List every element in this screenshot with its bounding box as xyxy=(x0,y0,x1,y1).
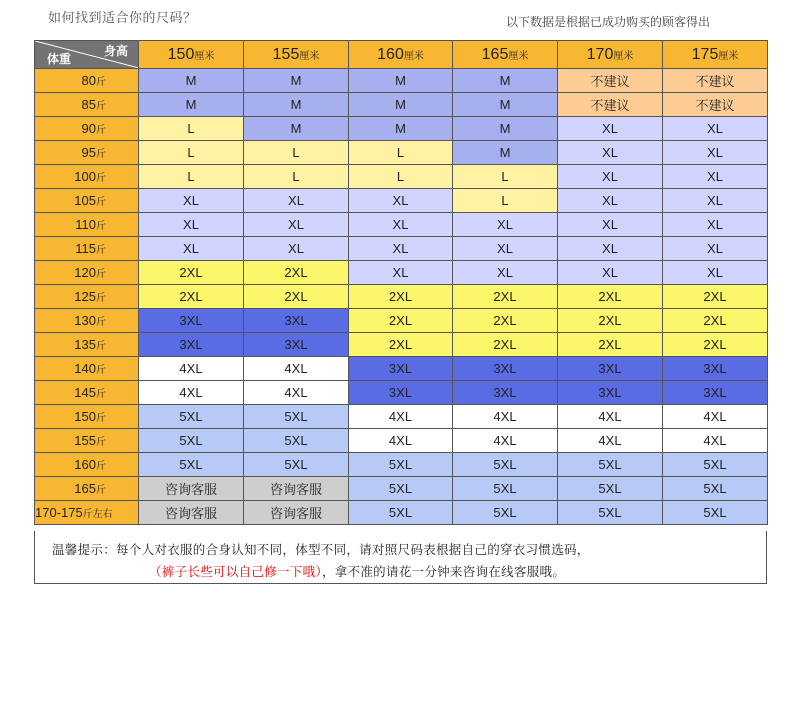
size-cell: XL xyxy=(663,261,768,285)
size-cell: 4XL xyxy=(558,405,663,429)
size-cell: M xyxy=(244,93,349,117)
table-row xyxy=(35,501,768,525)
size-cell: 3XL xyxy=(453,357,558,381)
weight-unit: 斤 xyxy=(96,365,106,376)
table-row xyxy=(35,117,768,141)
weight-cell xyxy=(35,189,139,213)
weight-unit: 斤 xyxy=(96,101,106,112)
size-cell: 5XL xyxy=(139,405,244,429)
size-cell: XL xyxy=(453,261,558,285)
table-row xyxy=(35,429,768,453)
size-cell: 5XL xyxy=(139,453,244,477)
table-row xyxy=(35,165,768,189)
size-cell: 5XL xyxy=(663,453,768,477)
corner-cell xyxy=(35,41,139,69)
size-cell: 3XL xyxy=(139,309,244,333)
tip-line-2 xyxy=(149,562,565,580)
height-value: 155 xyxy=(272,45,300,63)
size-cell: 3XL xyxy=(349,357,453,381)
height-unit: 厘米 xyxy=(508,50,529,62)
source-note: 以下数据是根据已成功购买的顾客得出 xyxy=(506,15,711,29)
table-row xyxy=(35,357,768,381)
size-cell: 3XL xyxy=(558,357,663,381)
tip-note xyxy=(34,531,767,584)
size-cell: L xyxy=(139,117,244,141)
size-cell: 2XL xyxy=(663,333,768,357)
weight-unit: 斤 xyxy=(96,485,106,496)
height-header-165 xyxy=(453,41,558,69)
weight-cell xyxy=(35,453,139,477)
height-unit: 厘米 xyxy=(194,50,215,62)
size-cell: M xyxy=(453,69,558,93)
weight-cell xyxy=(35,405,139,429)
weight-value: 95 xyxy=(81,145,96,160)
size-cell: XL xyxy=(558,261,663,285)
size-cell: 2XL xyxy=(558,309,663,333)
size-cell: 3XL xyxy=(558,381,663,405)
size-cell: 3XL xyxy=(663,357,768,381)
weight-cell xyxy=(35,285,139,309)
size-cell: L xyxy=(453,165,558,189)
weight-unit: 斤 xyxy=(96,245,106,256)
size-cell: 2XL xyxy=(139,285,244,309)
weight-value: 170-175 xyxy=(35,505,83,520)
height-label: 身高 xyxy=(103,44,128,58)
size-cell: 4XL xyxy=(663,429,768,453)
height-header-row xyxy=(35,41,768,69)
tip-line-2-rest: ，拿不准的请花一分钟来咨询在线客服哦。 xyxy=(321,564,566,579)
weight-unit: 斤 xyxy=(96,125,106,136)
size-cell: 5XL xyxy=(139,429,244,453)
weight-cell xyxy=(35,117,139,141)
size-cell: 咨询客服 xyxy=(139,501,244,525)
tip-pants-hint: （裤子长些可以自己修一下哦） xyxy=(149,564,322,579)
weight-cell xyxy=(35,477,139,501)
size-cell: M xyxy=(453,93,558,117)
size-cell: 5XL xyxy=(244,405,349,429)
size-cell: 5XL xyxy=(349,453,453,477)
size-cell: M xyxy=(244,117,349,141)
weight-value: 80 xyxy=(81,73,96,88)
weight-value: 115 xyxy=(75,241,96,256)
weight-label: 体重 xyxy=(47,52,72,66)
table-row xyxy=(35,285,768,309)
size-cell: 4XL xyxy=(558,429,663,453)
size-cell: 4XL xyxy=(244,357,349,381)
size-cell: XL xyxy=(139,189,244,213)
weight-unit: 斤 xyxy=(96,149,106,160)
size-cell: 4XL xyxy=(349,429,453,453)
weight-unit: 斤左右 xyxy=(82,509,113,520)
size-cell: 2XL xyxy=(453,333,558,357)
weight-cell xyxy=(35,429,139,453)
size-cell: M xyxy=(349,117,453,141)
weight-unit: 斤 xyxy=(96,197,106,208)
size-cell: 2XL xyxy=(453,309,558,333)
weight-value: 125 xyxy=(74,289,96,304)
weight-value: 160 xyxy=(74,457,96,472)
size-cell: 不建议 xyxy=(558,93,663,117)
weight-cell xyxy=(35,165,139,189)
height-value: 160 xyxy=(377,45,404,63)
weight-value: 130 xyxy=(74,313,96,328)
size-cell: XL xyxy=(244,189,349,213)
size-cell: 5XL xyxy=(453,501,558,525)
weight-value: 155 xyxy=(74,433,96,448)
size-cell: L xyxy=(349,165,453,189)
size-cell: 5XL xyxy=(558,453,663,477)
weight-cell xyxy=(35,93,139,117)
size-cell: 5XL xyxy=(349,501,453,525)
height-header-150 xyxy=(139,41,244,69)
size-cell: 4XL xyxy=(139,381,244,405)
size-cell: 4XL xyxy=(453,429,558,453)
table-row xyxy=(35,477,768,501)
weight-cell xyxy=(35,309,139,333)
weight-value: 120 xyxy=(74,265,96,280)
size-cell: 3XL xyxy=(244,333,349,357)
table-row xyxy=(35,381,768,405)
size-cell: 咨询客服 xyxy=(244,477,349,501)
height-value: 175 xyxy=(691,45,719,63)
weight-unit: 斤 xyxy=(96,317,106,328)
size-cell: 2XL xyxy=(349,285,453,309)
size-cell: M xyxy=(244,69,349,93)
size-chart-body xyxy=(35,41,768,525)
height-header-160 xyxy=(349,41,453,69)
weight-value: 100 xyxy=(74,169,96,184)
height-value: 170 xyxy=(586,45,614,63)
size-cell: XL xyxy=(558,189,663,213)
weight-cell xyxy=(35,141,139,165)
table-row xyxy=(35,405,768,429)
tip-line-1: 温馨提示：每个人对衣服的合身认知不同，体型不同，请对照尺码表根据自己的穿衣习惯选码， xyxy=(52,542,590,557)
weight-value: 150 xyxy=(74,409,96,424)
weight-value: 110 xyxy=(75,217,96,232)
weight-unit: 斤 xyxy=(96,437,106,448)
size-cell: 2XL xyxy=(349,309,453,333)
weight-unit: 斤 xyxy=(96,77,106,88)
size-cell: XL xyxy=(663,117,768,141)
weight-cell xyxy=(35,213,139,237)
weight-value: 105 xyxy=(74,193,96,208)
size-cell: XL xyxy=(139,237,244,261)
size-cell: 2XL xyxy=(139,261,244,285)
height-unit: 厘米 xyxy=(299,50,320,62)
weight-cell xyxy=(35,261,139,285)
size-cell: 2XL xyxy=(663,285,768,309)
weight-value: 85 xyxy=(81,97,96,112)
size-question: 如何找到适合你的尺码？ xyxy=(48,11,197,26)
size-cell: 2XL xyxy=(663,309,768,333)
size-cell: M xyxy=(139,93,244,117)
size-cell: 5XL xyxy=(349,477,453,501)
size-cell: XL xyxy=(139,213,244,237)
size-cell: 2XL xyxy=(244,285,349,309)
size-cell: M xyxy=(349,93,453,117)
table-row xyxy=(35,213,768,237)
size-cell: 3XL xyxy=(663,381,768,405)
weight-cell xyxy=(35,357,139,381)
size-cell: XL xyxy=(558,237,663,261)
size-cell: L xyxy=(139,165,244,189)
size-cell: 5XL xyxy=(244,453,349,477)
size-cell: 4XL xyxy=(663,405,768,429)
table-row xyxy=(35,333,768,357)
size-cell: 2XL xyxy=(349,333,453,357)
height-unit: 厘米 xyxy=(613,50,634,62)
size-cell: 4XL xyxy=(349,405,453,429)
size-cell: 5XL xyxy=(663,477,768,501)
table-row xyxy=(35,69,768,93)
weight-value: 90 xyxy=(81,121,96,136)
size-cell: XL xyxy=(244,237,349,261)
table-row xyxy=(35,237,768,261)
size-cell: XL xyxy=(663,189,768,213)
size-cell: 2XL xyxy=(244,261,349,285)
size-cell: M xyxy=(139,69,244,93)
table-row xyxy=(35,189,768,213)
table-row xyxy=(35,93,768,117)
weight-value: 140 xyxy=(74,361,96,376)
size-cell: 4XL xyxy=(244,381,349,405)
size-cell: 5XL xyxy=(558,477,663,501)
size-cell: L xyxy=(349,141,453,165)
size-cell: XL xyxy=(663,141,768,165)
size-cell: XL xyxy=(453,213,558,237)
size-cell: 5XL xyxy=(453,477,558,501)
size-cell: 5XL xyxy=(663,501,768,525)
height-header-175 xyxy=(663,41,768,69)
weight-cell xyxy=(35,237,139,261)
size-chart-table xyxy=(34,40,768,525)
weight-unit: 斤 xyxy=(96,413,106,424)
height-unit: 厘米 xyxy=(403,50,424,62)
size-cell: 3XL xyxy=(453,381,558,405)
size-cell: XL xyxy=(558,213,663,237)
size-cell: L xyxy=(244,165,349,189)
size-cell: M xyxy=(453,141,558,165)
size-cell: XL xyxy=(453,237,558,261)
height-header-170 xyxy=(558,41,663,69)
size-cell: 不建议 xyxy=(663,93,768,117)
size-cell: M xyxy=(349,69,453,93)
size-cell: XL xyxy=(558,165,663,189)
height-value: 165 xyxy=(481,45,509,63)
size-cell: 3XL xyxy=(349,381,453,405)
size-cell: 3XL xyxy=(139,333,244,357)
size-cell: XL xyxy=(663,213,768,237)
weight-cell xyxy=(35,69,139,93)
size-cell: XL xyxy=(558,117,663,141)
weight-value: 145 xyxy=(74,385,96,400)
size-cell: 5XL xyxy=(453,453,558,477)
weight-cell xyxy=(35,381,139,405)
table-row xyxy=(35,261,768,285)
size-cell: XL xyxy=(349,189,453,213)
size-cell: XL xyxy=(663,165,768,189)
size-cell: L xyxy=(244,141,349,165)
size-cell: 3XL xyxy=(244,309,349,333)
size-cell: 4XL xyxy=(139,357,244,381)
size-cell: 咨询客服 xyxy=(139,477,244,501)
size-cell: 不建议 xyxy=(558,69,663,93)
weight-unit: 斤 xyxy=(96,293,106,304)
weight-value: 135 xyxy=(74,337,96,352)
size-cell: 5XL xyxy=(244,429,349,453)
size-cell: XL xyxy=(349,213,453,237)
weight-cell xyxy=(35,333,139,357)
weight-unit: 斤 xyxy=(96,341,106,352)
size-cell: 2XL xyxy=(558,333,663,357)
height-value: 150 xyxy=(167,45,195,63)
size-cell: XL xyxy=(244,213,349,237)
size-cell: XL xyxy=(349,261,453,285)
size-cell: L xyxy=(453,189,558,213)
weight-unit: 斤 xyxy=(96,389,106,400)
weight-unit: 斤 xyxy=(96,269,106,280)
size-cell: XL xyxy=(663,237,768,261)
size-cell: 咨询客服 xyxy=(244,501,349,525)
size-cell: 不建议 xyxy=(663,69,768,93)
size-cell: M xyxy=(453,117,558,141)
size-cell: XL xyxy=(349,237,453,261)
size-cell: 2XL xyxy=(558,285,663,309)
table-row xyxy=(35,453,768,477)
size-cell: 5XL xyxy=(558,501,663,525)
size-cell: XL xyxy=(558,141,663,165)
weight-unit: 斤 xyxy=(96,461,106,472)
weight-cell xyxy=(35,501,139,525)
height-unit: 厘米 xyxy=(718,50,739,62)
weight-value: 165 xyxy=(74,481,96,496)
size-cell: 4XL xyxy=(453,405,558,429)
weight-unit: 斤 xyxy=(96,221,106,232)
table-row xyxy=(35,309,768,333)
size-cell: 2XL xyxy=(453,285,558,309)
height-header-155 xyxy=(244,41,349,69)
size-cell: L xyxy=(139,141,244,165)
weight-unit: 斤 xyxy=(96,173,106,184)
table-row xyxy=(35,141,768,165)
